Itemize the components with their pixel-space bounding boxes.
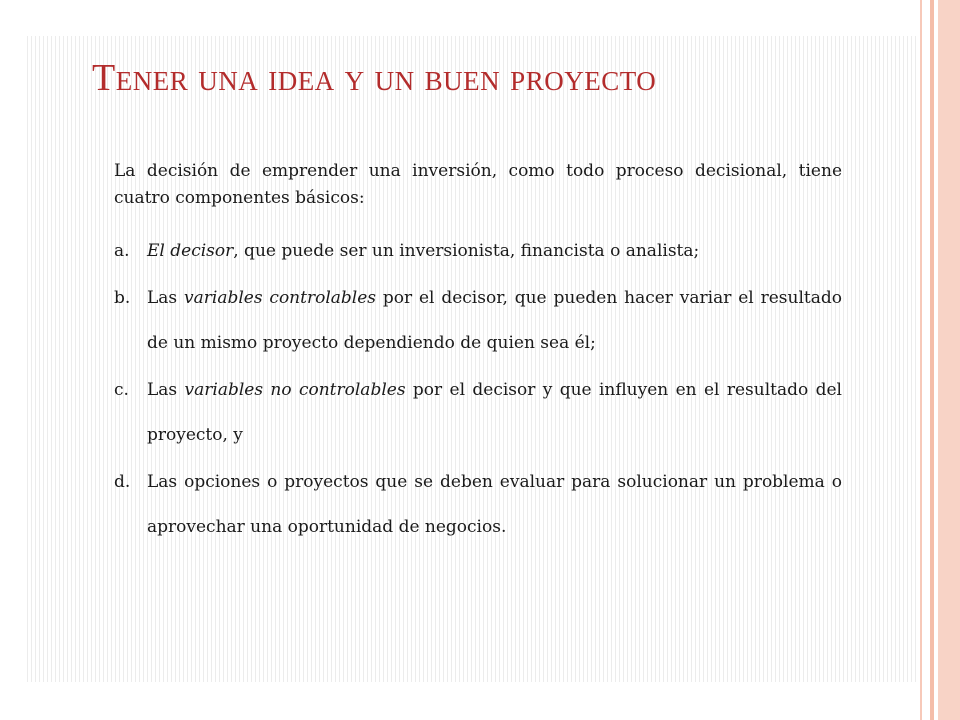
list-marker: a.	[114, 241, 130, 261]
item-text-before: Las	[147, 380, 185, 400]
item-emphasis: El decisor	[147, 241, 234, 261]
list-marker: d.	[114, 472, 131, 492]
item-text-after: por el decisor, que pueden hacer variar el resultado de un mismo proyecto dependiendo de quien sea él;	[147, 288, 842, 353]
slide-title: Tener una idea y un buen proyecto	[92, 57, 657, 99]
components-list	[114, 229, 842, 550]
decorative-side-stripes	[916, 0, 960, 720]
list-marker: b.	[114, 288, 131, 308]
item-text-after: por el decisor y que influyen en el resultado del proyecto, y	[147, 380, 842, 445]
item-text-before: Las	[147, 288, 185, 308]
slide-body	[114, 158, 842, 552]
item-text-after: , que puede ser un inversionista, financista o analista;	[233, 241, 700, 261]
list-item	[114, 276, 842, 366]
intro-paragraph: La decisión de emprender una inversión, como todo proceso decisional, tiene cuatro componentes básicos:	[114, 161, 842, 208]
item-text-before: Las opciones o proyectos que se deben evaluar para solucionar un problema o aprovechar una oportunidad de negocios.	[147, 472, 842, 537]
list-item	[114, 460, 842, 550]
item-emphasis: variables controlables	[184, 288, 376, 308]
list-item	[114, 368, 842, 458]
item-emphasis: variables no controlables	[184, 380, 406, 400]
list-item	[114, 229, 842, 274]
list-marker: c.	[114, 380, 129, 400]
